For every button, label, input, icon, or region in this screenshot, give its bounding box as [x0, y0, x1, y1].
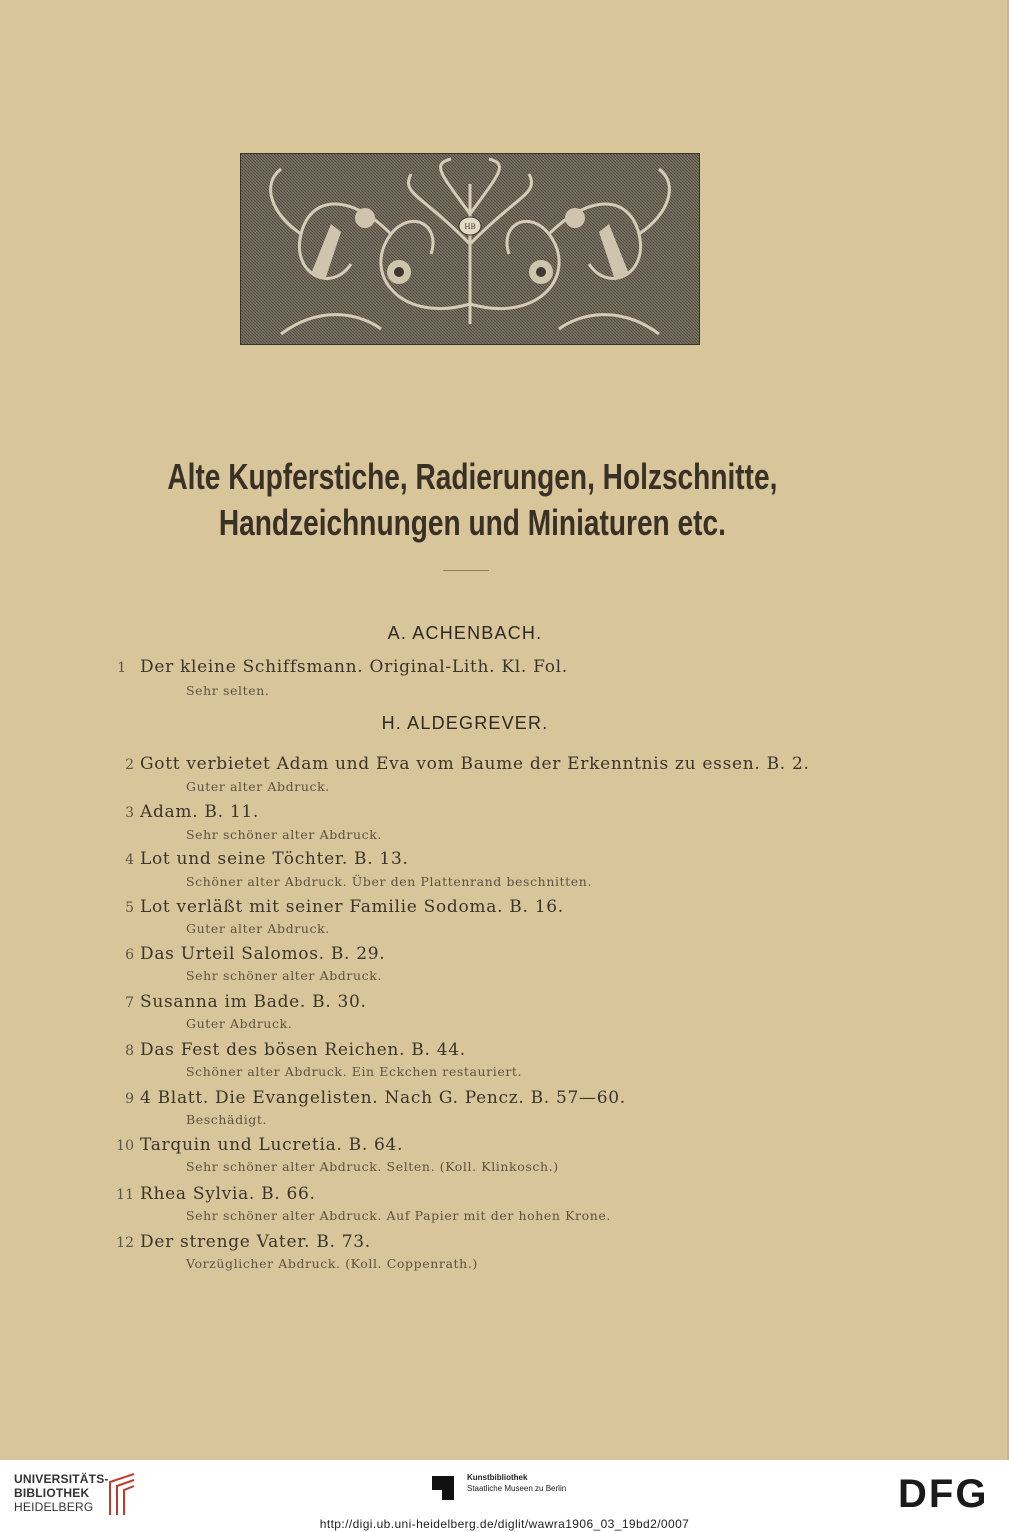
kb-line-2: Staatliche Museen zu Berlin	[467, 1484, 567, 1493]
entry-number: 8	[125, 1043, 134, 1059]
entry-title: 4 Blatt. Die Evangelisten. Nach G. Pencz. B. 57—60.	[140, 1088, 626, 1108]
uni-line-2: BIBLIOTHEK	[14, 1486, 90, 1500]
permalink-url[interactable]: http://digi.ub.uni-heidelberg.de/diglit/wawra1906_03_19bd2/0007	[319, 1517, 690, 1531]
page-title-line-1: Alte Kupferstiche, Radierungen, Holzschnitte,	[167, 456, 778, 497]
entry-note: Sehr schöner alter Abdruck.	[186, 968, 382, 983]
entry-title: Der strenge Vater. B. 73.	[140, 1232, 371, 1252]
page-title-line-2: Handzeichnungen und Miniaturen etc.	[218, 502, 726, 543]
section-heading-achenbach: A. ACHENBACH.	[387, 623, 543, 643]
entry-number: 6	[125, 947, 134, 963]
entry-note: Guter Abdruck.	[186, 1016, 293, 1031]
uni-line-3: HEIDELBERG	[14, 1500, 94, 1514]
entry-number: 9	[125, 1091, 134, 1107]
entry-title: Adam. B. 11.	[140, 802, 259, 822]
entry-title: Lot verläßt mit seiner Familie Sodoma. B. 16.	[140, 897, 564, 917]
entry-number: 3	[125, 805, 134, 821]
entry-note: Sehr schöner alter Abdruck. Selten. (Koll. Klinkosch.)	[186, 1159, 559, 1174]
uni-line-1: UNIVERSITÄTS-	[14, 1472, 109, 1486]
kb-line-1: Kunstbibliothek	[467, 1473, 528, 1482]
entry-number: 7	[125, 995, 134, 1011]
ornament-monogram: HB	[464, 223, 476, 231]
entry-note: Sehr schöner alter Abdruck.	[186, 827, 382, 842]
entry-note: Schöner alter Abdruck. Über den Plattenrand beschnitten.	[186, 874, 593, 889]
entry-number: 1	[117, 660, 126, 676]
ornament-engraving	[240, 153, 700, 345]
section-heading-aldegrever: H. ALDEGREVER.	[381, 713, 549, 733]
kunstbibliothek-label[interactable]	[467, 1472, 566, 1494]
entry-number: 4	[125, 852, 134, 868]
entry-number: 10	[116, 1138, 134, 1154]
entry-number: 11	[116, 1187, 134, 1203]
university-logo-icon	[100, 1470, 140, 1520]
entry-note: Guter alter Abdruck.	[186, 779, 330, 794]
entry-note: Sehr selten.	[186, 683, 270, 698]
entry-note: Guter alter Abdruck.	[186, 921, 330, 936]
entry-number: 12	[116, 1235, 134, 1251]
entry-note: Schöner alter Abdruck. Ein Eckchen restauriert.	[186, 1064, 523, 1079]
entry-title: Susanna im Bade. B. 30.	[140, 992, 367, 1012]
university-library-label[interactable]	[14, 1472, 109, 1514]
digitization-footer	[0, 1460, 1009, 1532]
entry-note: Sehr schöner alter Abdruck. Auf Papier mit der hohen Krone.	[186, 1208, 611, 1223]
kunstbibliothek-logo-icon	[430, 1474, 458, 1502]
entry-title: Das Urteil Salomos. B. 29.	[140, 944, 386, 964]
dfg-logo[interactable]: DFG	[898, 1472, 989, 1516]
ornament-icon	[241, 154, 699, 344]
entry-title: Rhea Sylvia. B. 66.	[140, 1184, 316, 1204]
title-divider	[443, 570, 489, 571]
entry-title: Das Fest des bösen Reichen. B. 44.	[140, 1040, 466, 1060]
entry-note: Beschädigt.	[186, 1112, 268, 1127]
entry-number: 2	[125, 757, 134, 773]
entry-title: Gott verbietet Adam und Eva vom Baume der Erkenntnis zu essen. B. 2.	[140, 754, 810, 774]
entry-note: Vorzüglicher Abdruck. (Koll. Coppenrath.)	[186, 1256, 478, 1271]
entry-number: 5	[125, 900, 134, 916]
entry-title: Der kleine Schiffsmann. Original-Lith. Kl. Fol.	[140, 657, 568, 677]
entry-title: Lot und seine Töchter. B. 13.	[140, 849, 409, 869]
entry-title: Tarquin und Lucretia. B. 64.	[140, 1135, 404, 1155]
